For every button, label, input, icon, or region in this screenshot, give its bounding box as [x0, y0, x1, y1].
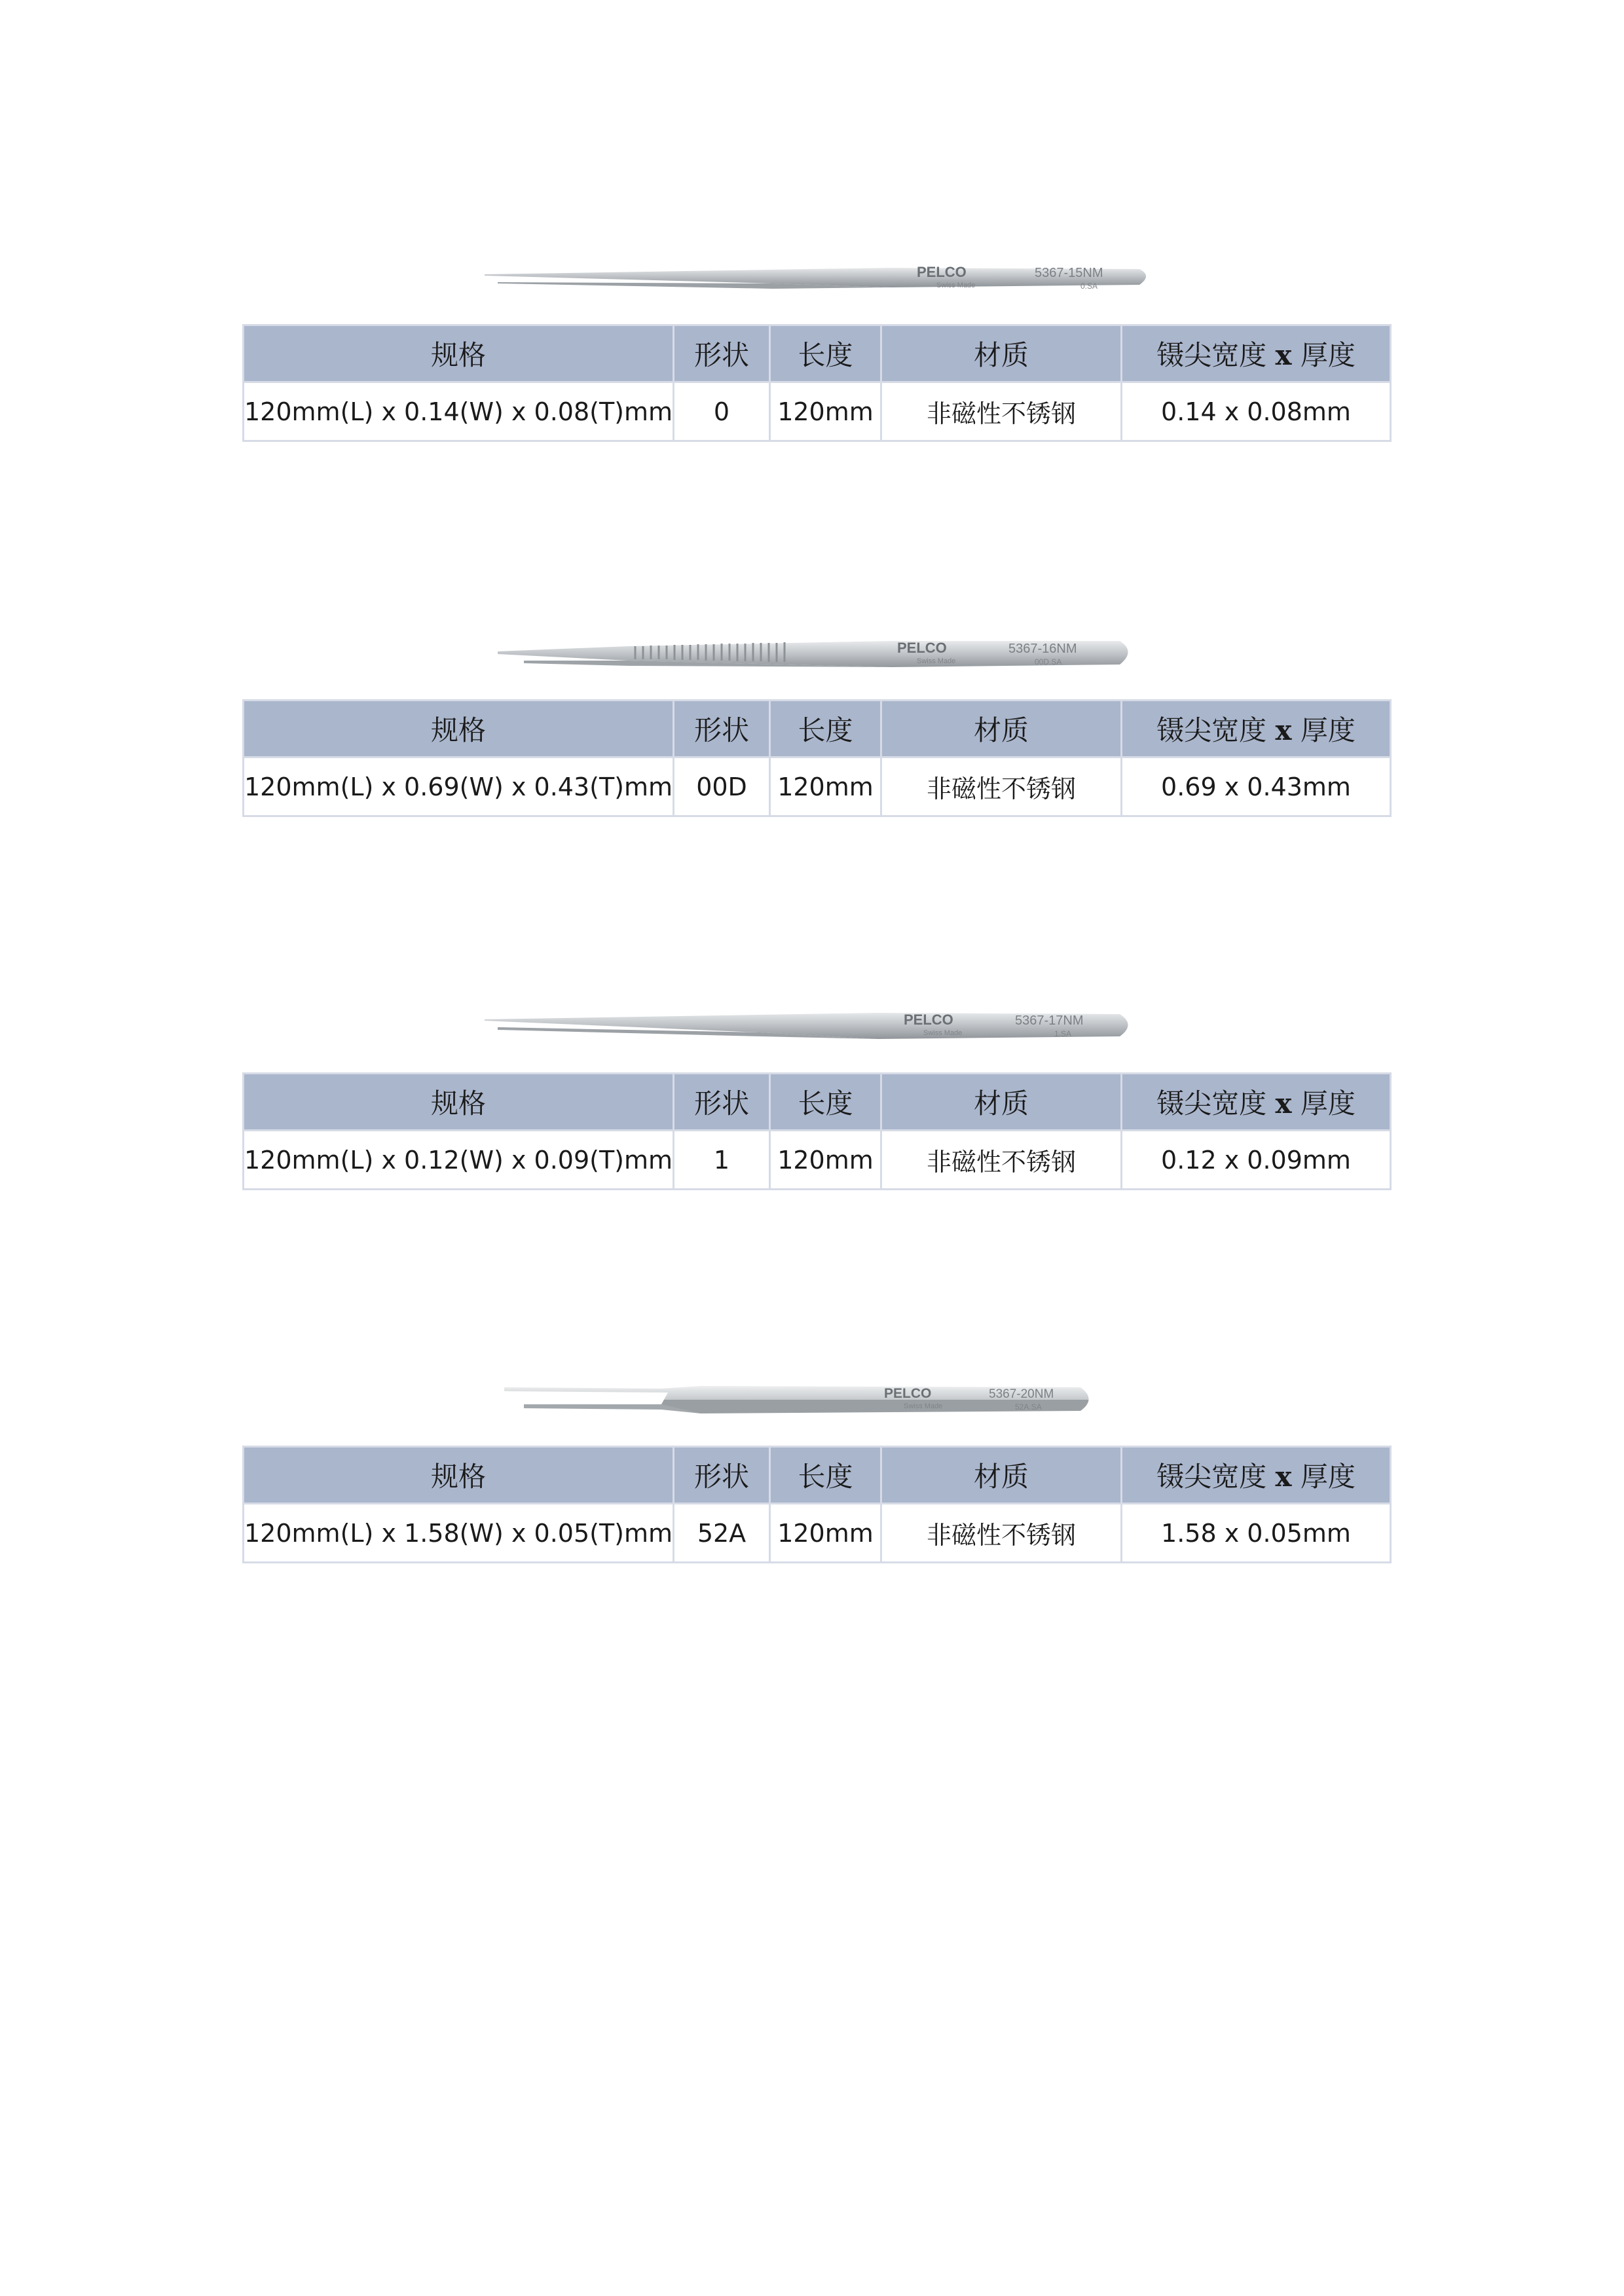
engraving-origin: Swiss Made	[923, 1029, 963, 1037]
header-tip-size: 镊尖宽度 x 厚度	[1122, 1447, 1391, 1504]
engraving-code: 0.SA	[1080, 282, 1098, 291]
header-length: 长度	[770, 1447, 881, 1504]
header-spec: 规格	[244, 1447, 674, 1504]
header-spec: 规格	[244, 701, 674, 757]
table-header-row	[244, 1074, 1391, 1131]
cell-spec: 120mm(L) x 0.12(W) x 0.09(T)mm	[244, 1131, 674, 1190]
cell-tip-size: 1.58 x 0.05mm	[1122, 1504, 1391, 1563]
cell-spec: 120mm(L) x 1.58(W) x 0.05(T)mm	[244, 1504, 674, 1563]
cell-shape: 00D	[674, 757, 770, 816]
header-spec: 规格	[244, 1074, 674, 1131]
cell-material: 非磁性不锈钢	[881, 757, 1122, 816]
header-tip-size: 镊尖宽度 x 厚度	[1122, 701, 1391, 757]
header-material: 材质	[881, 1074, 1122, 1131]
engraving-brand: PELCO	[884, 1386, 932, 1401]
engraving-origin: Swiss Made	[917, 657, 956, 665]
engraving-model: 5367-20NM	[989, 1387, 1054, 1401]
cell-tip-size: 0.14 x 0.08mm	[1122, 382, 1391, 441]
header-material: 材质	[881, 325, 1122, 382]
engraving-code: 1.SA	[1054, 1029, 1072, 1038]
cell-material: 非磁性不锈钢	[881, 1504, 1122, 1563]
header-shape: 形状	[674, 1074, 770, 1131]
header-shape: 形状	[674, 325, 770, 382]
spec-table	[242, 1446, 1392, 1563]
cell-tip-size: 0.69 x 0.43mm	[1122, 757, 1391, 816]
spec-table	[242, 324, 1392, 442]
header-spec: 规格	[244, 325, 674, 382]
engraving-origin: Swiss Made	[904, 1402, 943, 1410]
engraving-model: 5367-17NM	[1015, 1013, 1084, 1028]
table-header-row	[244, 325, 1391, 382]
table-row	[244, 382, 1391, 441]
header-length: 长度	[770, 325, 881, 382]
cell-material: 非磁性不锈钢	[881, 1131, 1122, 1190]
cell-shape: 0	[674, 382, 770, 441]
header-shape: 形状	[674, 1447, 770, 1504]
tweezer-image	[498, 632, 1139, 676]
engraving-brand: PELCO	[904, 1011, 953, 1028]
header-material: 材质	[881, 1447, 1122, 1504]
cell-length: 120mm	[770, 382, 881, 441]
cell-spec: 120mm(L) x 0.69(W) x 0.43(T)mm	[244, 757, 674, 816]
cell-spec: 120mm(L) x 0.14(W) x 0.08(T)mm	[244, 382, 674, 441]
engraving-model: 5367-16NM	[1008, 642, 1077, 656]
header-tip-size: 镊尖宽度 x 厚度	[1122, 325, 1391, 382]
tweezer-image	[485, 1005, 1139, 1047]
header-length: 长度	[770, 1074, 881, 1131]
engraving-brand: PELCO	[897, 640, 947, 656]
cell-material: 非磁性不锈钢	[881, 382, 1122, 441]
engraving-model: 5367-15NM	[1035, 266, 1103, 280]
table-header-row	[244, 1447, 1391, 1504]
table-row	[244, 1504, 1391, 1563]
cell-tip-size: 0.12 x 0.09mm	[1122, 1131, 1391, 1190]
engraving-origin: Swiss Made	[936, 282, 976, 289]
tweezer-image	[504, 1378, 1107, 1420]
table-row	[244, 757, 1391, 816]
header-length: 长度	[770, 701, 881, 757]
spec-table	[242, 1072, 1392, 1190]
engraving-code: 00D.SA	[1035, 657, 1062, 666]
header-shape: 形状	[674, 701, 770, 757]
engraving-code: 52A.SA	[1015, 1402, 1042, 1412]
cell-shape: 52A	[674, 1504, 770, 1563]
cell-length: 120mm	[770, 1131, 881, 1190]
cell-shape: 1	[674, 1131, 770, 1190]
header-tip-size: 镊尖宽度 x 厚度	[1122, 1074, 1391, 1131]
table-row	[244, 1131, 1391, 1190]
cell-length: 120mm	[770, 1504, 881, 1563]
header-material: 材质	[881, 701, 1122, 757]
engraving-brand: PELCO	[917, 264, 967, 280]
spec-table	[242, 699, 1392, 817]
cell-length: 120mm	[770, 757, 881, 816]
table-header-row	[244, 701, 1391, 757]
tweezer-image	[485, 259, 1153, 298]
